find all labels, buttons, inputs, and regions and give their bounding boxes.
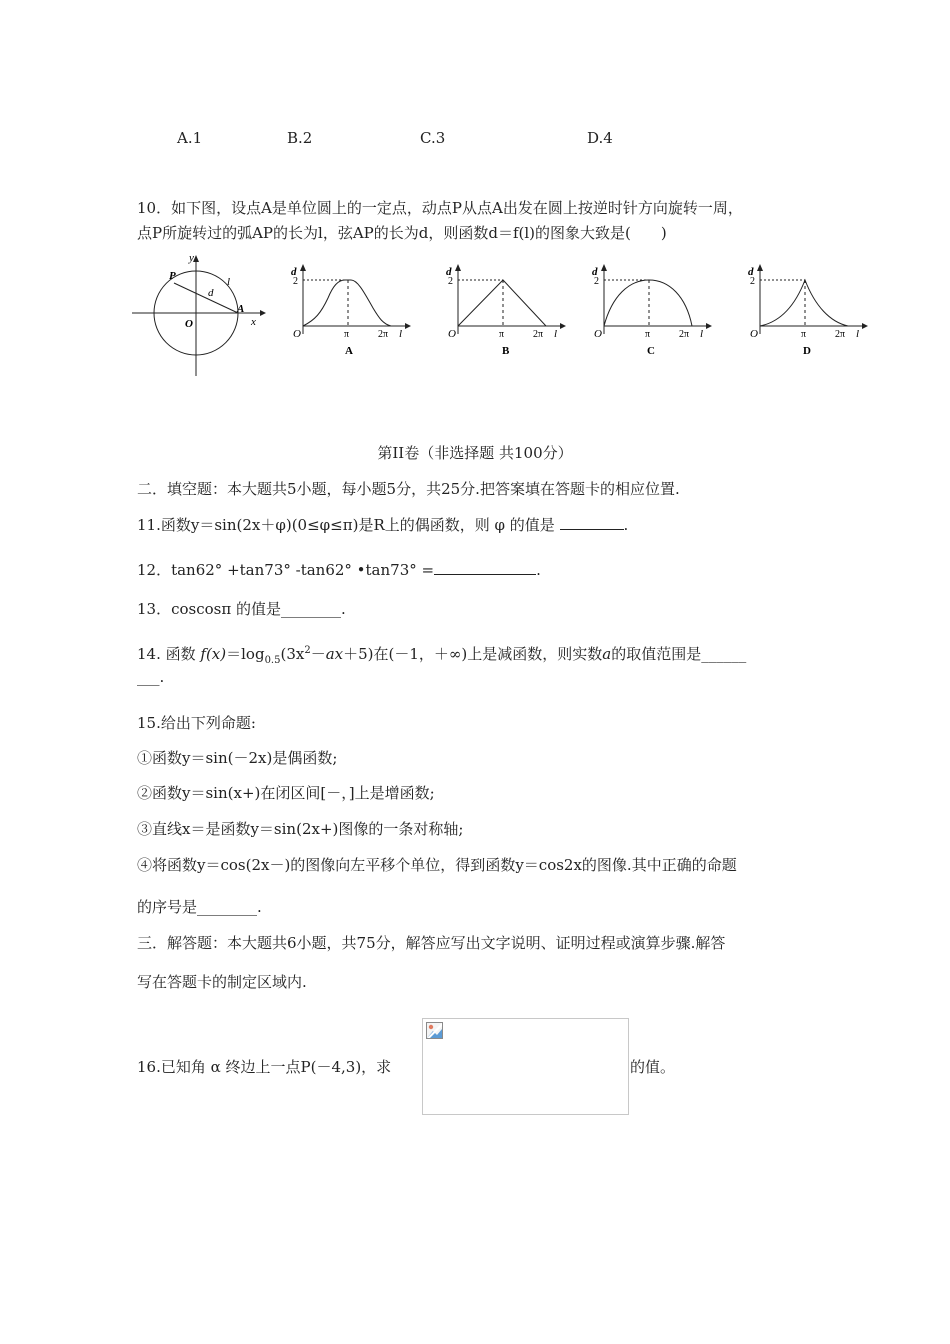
choice-c: C.3 xyxy=(420,129,446,147)
circle-x-label: x xyxy=(251,316,256,328)
q14-line2: ___. xyxy=(137,668,165,686)
choice-b: B.2 xyxy=(287,129,313,147)
q14-fx: f(x) xyxy=(200,645,227,663)
q16-formula-image-placeholder xyxy=(422,1018,629,1115)
q14 xyxy=(137,641,746,671)
circle-y-label: y xyxy=(189,252,194,264)
q14-tail: 的取值范围是______ xyxy=(611,645,747,663)
q14-ax: ax xyxy=(325,645,344,663)
q9-choices xyxy=(0,128,950,148)
graph-b-pi-label: π xyxy=(499,329,505,340)
unit-circle-figure xyxy=(128,250,268,380)
graph-a-caption: A xyxy=(345,345,353,357)
choice-d: D.4 xyxy=(587,129,613,147)
graph-b-o-label: O xyxy=(448,328,456,340)
graph-a-l-label: l xyxy=(399,328,403,340)
q15-tail: 的序号是________. xyxy=(137,898,262,916)
answer-instructions-2: 写在答题卡的制定区域内. xyxy=(137,973,307,991)
q15-item-4: ④将函数y＝cos(2x－)的图像向左平移个单位，得到函数y＝cos2x的图像.其中正确的命题 xyxy=(137,856,737,874)
q15-item-2: ②函数y＝sin(x+)在闭区间[－，]上是增函数; xyxy=(137,784,435,802)
graph-d-2-label: 2 xyxy=(750,276,755,287)
q15-item-1: ①函数y＝sin(－2x)是偶函数; xyxy=(137,749,338,767)
graph-option-c xyxy=(584,258,714,358)
graph-c-pi-label: π xyxy=(645,329,651,340)
graph-c-caption: C xyxy=(647,345,655,357)
q11-text: 11.函数y＝sin(2x＋φ)(0≤φ≤π)是R上的偶函数，则 φ 的值是 xyxy=(137,516,560,534)
graph-a-2pi-label: 2π xyxy=(378,329,389,340)
answer-instructions-1: 三．解答题：本大题共6小题，共75分，解答应写出文字说明、证明过程或演算步骤.解答 xyxy=(137,934,726,952)
graph-a-d-label: d xyxy=(291,266,297,278)
graph-b-caption: B xyxy=(502,345,510,357)
q14-log: ＝log xyxy=(226,645,265,663)
circle-p-label: P xyxy=(169,270,176,282)
q14-a: a xyxy=(602,645,612,663)
q11 xyxy=(137,515,628,535)
graph-a-2-label: 2 xyxy=(293,276,298,287)
q14-arg-pre: (3x xyxy=(280,645,305,663)
q12-blank xyxy=(434,560,536,575)
q10-line1: 10．如下图，设点A是单位圆上的一定点，动点P从点A出发在圆上按逆时针方向旋转一周， xyxy=(137,199,743,217)
q11-blank xyxy=(560,515,624,530)
q12-text: 12．tan62° +tan73° -tan62° •tan73° = xyxy=(137,561,435,579)
choice-a: A.1 xyxy=(177,129,203,147)
broken-image-icon xyxy=(426,1022,443,1039)
graph-c-d-label: d xyxy=(592,266,598,278)
q11-end: . xyxy=(623,516,629,534)
graph-a-pi-label: π xyxy=(344,329,350,340)
circle-a-label: A xyxy=(237,303,245,315)
fill-in-instructions: 二．填空题：本大题共5小题，每小题5分，共25分.把答案填在答题卡的相应位置. xyxy=(137,480,680,498)
q13: 13．coscosπ 的值是________. xyxy=(137,600,346,618)
section-title: 第II卷（非选择题 共100分） xyxy=(377,444,573,462)
q16-pre: 16.已知角 α 终边上一点P(－4,3)，求 xyxy=(137,1058,392,1076)
graph-b-d-label: d xyxy=(446,266,452,278)
q14-exp: 2 xyxy=(304,645,311,656)
graph-c-o-label: O xyxy=(594,328,602,340)
q15-item-3: ③直线x＝是函数y＝sin(2x+)图像的一条对称轴; xyxy=(137,820,464,838)
graph-a-o-label: O xyxy=(293,328,301,340)
q14-minus: － xyxy=(310,645,326,663)
graph-d-d-label: d xyxy=(748,266,754,278)
q14-pre: 14. 函数 xyxy=(137,645,196,663)
graph-b-l-label: l xyxy=(554,328,558,340)
graph-d-o-label: O xyxy=(750,328,758,340)
graph-option-a xyxy=(283,258,413,358)
graph-d-2pi-label: 2π xyxy=(835,329,846,340)
q10-line2: 点P所旋转过的弧AP的长为l，弦AP的长为d，则函数d＝f(l)的图象大致是( ) xyxy=(137,224,667,242)
graph-d-pi-label: π xyxy=(801,329,807,340)
graph-d-caption: D xyxy=(803,345,811,357)
graph-option-b xyxy=(438,258,568,358)
circle-d-label: d xyxy=(208,287,214,299)
graph-c-2pi-label: 2π xyxy=(679,329,690,340)
graph-option-d xyxy=(740,258,870,358)
q12-end: . xyxy=(536,561,541,579)
graph-d-l-label: l xyxy=(856,328,860,340)
q15-intro: 15.给出下列命题: xyxy=(137,714,256,732)
graph-b-2-label: 2 xyxy=(448,276,453,287)
graph-c-2-label: 2 xyxy=(594,276,599,287)
q16-post: 的值。 xyxy=(630,1058,676,1076)
q12 xyxy=(137,560,541,580)
graph-c-l-label: l xyxy=(700,328,704,340)
circle-o-label: O xyxy=(185,318,193,330)
q14-arg-post: ＋5)在(－1，＋∞)上是减函数，则实数 xyxy=(343,645,603,663)
graph-b-2pi-label: 2π xyxy=(533,329,544,340)
q14-log-base: 0.5 xyxy=(264,655,281,666)
circle-l-label: l xyxy=(227,276,231,288)
